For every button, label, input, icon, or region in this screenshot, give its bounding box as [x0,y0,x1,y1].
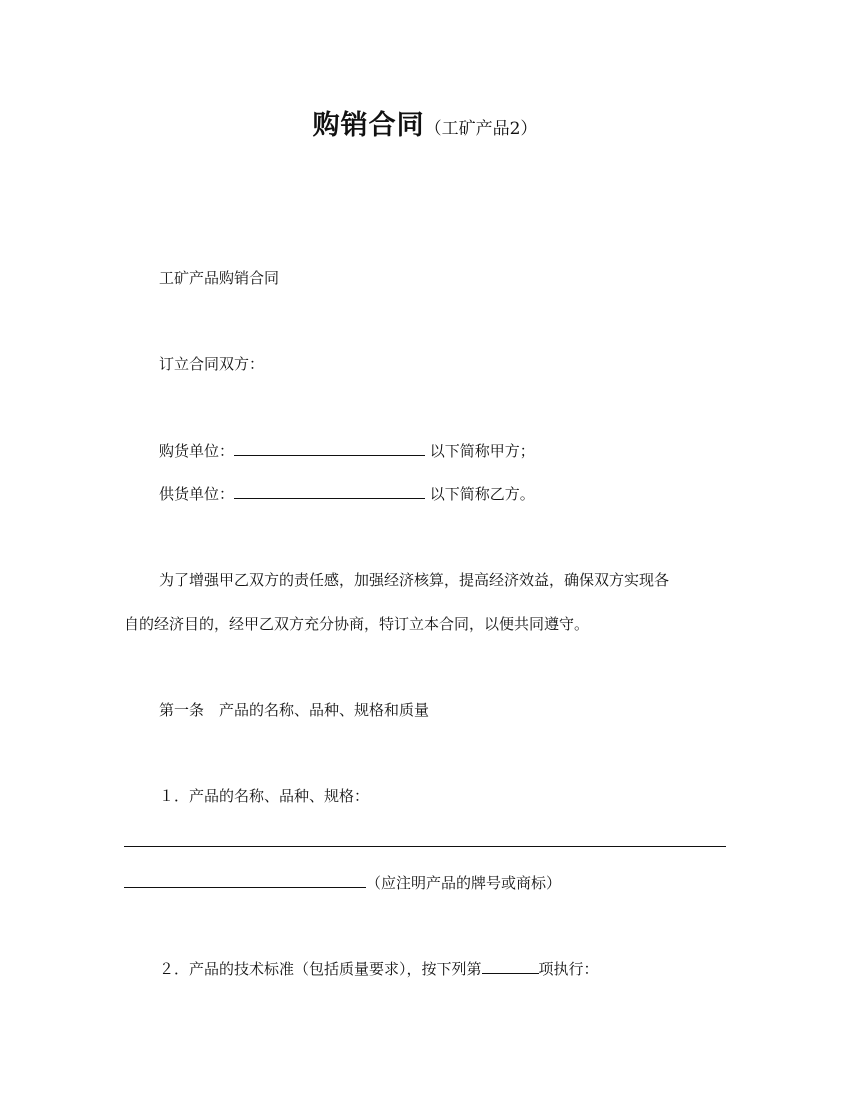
supplier-blank [234,484,425,499]
buyer-label: 购货单位： [159,442,235,460]
parties-intro: 订立合同双方： [159,355,265,373]
buyer-line [159,441,535,461]
title-subtitle: （工矿产品2） [424,119,538,139]
article-1-item-2 [159,959,599,979]
article-1-heading: 第一条 产品的名称、品种、规格和质量 [159,701,430,719]
buyer-suffix: 以下简称甲方； [425,442,535,460]
item-2-prefix: ２．产品的技术标准（包括质量要求），按下列第 [159,960,482,978]
contract-heading: 工矿产品购销合同 [159,269,280,287]
item-2-suffix: 项执行： [538,960,599,978]
item-2-blank [482,959,539,974]
supplier-suffix: 以下简称乙方。 [425,485,535,503]
title-main: 购销合同 [312,110,425,141]
supplier-label: 供货单位： [159,485,235,503]
preamble-line-1: 为了增强甲乙双方的责任感，加强经济核算，提高经济效益，确保双方实现各 [159,571,670,589]
supplier-line [159,484,535,504]
preamble-line-2: 自的经济目的，经甲乙双方充分协商，特订立本合同，以便共同遵守。 [124,615,590,633]
product-note-line [124,873,561,893]
product-name-blank [124,873,366,888]
product-name-blank-line [124,846,726,847]
product-note: （应注明产品的牌号或商标） [366,874,562,892]
article-1-item-1: １．产品的名称、品种、规格： [159,787,370,805]
buyer-blank [234,441,425,456]
document-title [0,103,850,142]
